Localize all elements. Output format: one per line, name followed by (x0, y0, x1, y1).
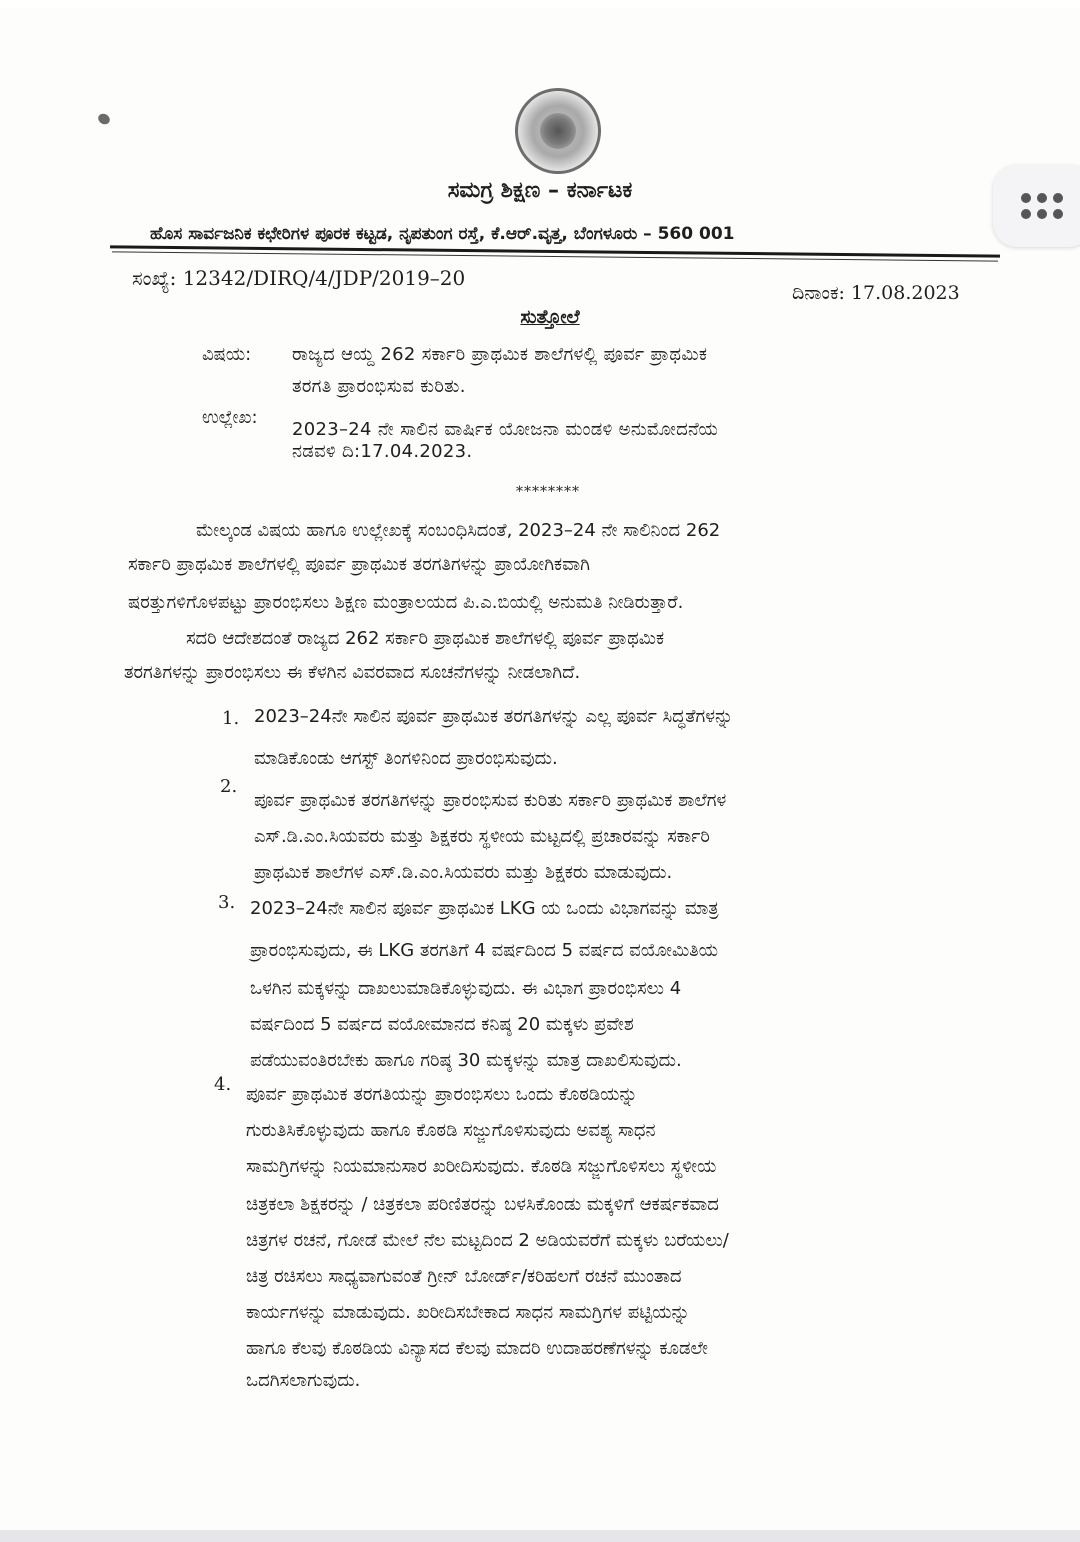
list-item-line: 2023–24ನೇ ಸಾಲಿನ ಪೂರ್ವ ಪ್ರಾಥಮಿಕ LKG ಯ ಒಂದು ವಿಭಾಗವನ್ನು ಮಾತ್ರ (250, 898, 719, 919)
list-item-line: ಗುರುತಿಸಿಕೊಳ್ಳುವುದು ಹಾಗೂ ಕೊಠಡಿ ಸಜ್ಜುಗೊಳಿಸುವುದು ಅವಶ್ಯ ಸಾಧನ (246, 1120, 656, 1141)
section-separator: ******** (516, 484, 580, 500)
list-item-line: ಒದಗಿಸಲಾಗುವುದು. (246, 1370, 361, 1391)
list-item-line: ಹಾಗೂ ಕೆಲವು ಕೊಠಡಿಯ ವಿನ್ಯಾಸದ ಕೆಲವು ಮಾದರಿ ಉದಾಹರಣೆಗಳನ್ನು ಕೂಡಲೇ (246, 1338, 708, 1359)
body-para-1-line-3: ಷರತ್ತುಗಳಿಗೊಳಪಟ್ಟು ಪ್ರಾರಂಭಿಸಲು ಶಿಕ್ಷಣ ಮಂತ್ರಾಲಯದ ಪಿ.ಎ.ಬಿಯಲ್ಲಿ ಅನುಮತಿ ನೀಡಿರುತ್ತಾರೆ. (128, 592, 684, 613)
body-para-1-line-1: ಮೇಲ್ಕಂಡ ವಿಷಯ ಹಾಗೂ ಉಲ್ಲೇಖಕ್ಕೆ ಸಂಬಂಧಿಸಿದಂತೆ, 2023–24 ನೇ ಸಾಲಿನಿಂದ 262 (196, 520, 721, 541)
government-emblem-seal (515, 88, 601, 174)
list-item-line: ಕಾರ್ಯಗಳನ್ನು ಮಾಡುವುದು. ಖರೀದಿಸಬೇಕಾದ ಸಾಧನ ಸಾಮಗ್ರಿಗಳ ಪಟ್ಟಿಯನ್ನು (246, 1302, 690, 1323)
list-item-line: ಚಿತ್ರಕಲಾ ಶಿಕ್ಷಕರನ್ನು / ಚಿತ್ರಕಲಾ ಪರಿಣಿತರನ್ನು ಬಳಸಿಕೊಂಡು ಮಕ್ಕಳಿಗೆ ಆಕರ್ಷಕವಾದ (246, 1194, 719, 1215)
org-title: ಸಮಗ್ರ ಶಿಕ್ಷಣ – ಕರ್ನಾಟಕ (447, 178, 633, 203)
reference-number: ಸಂಖ್ಯೆ: 12342/DIRQ/4/JDP/2019–20 (132, 266, 466, 290)
list-item-line: ಚಿತ್ರ ರಚಿಸಲು ಸಾಧ್ಯವಾಗುವಂತೆ ಗ್ರೀನ್ ಬೋರ್ಡ್/ಕರಿಹಲಗೆ ರಚನೆ ಮುಂತಾದ (246, 1266, 682, 1287)
more-options-button[interactable] (993, 165, 1080, 247)
reference-label: ಉಲ್ಲೇಖ: (202, 407, 258, 428)
body-para-2-line-2: ತರಗತಿಗಳನ್ನು ಪ್ರಾರಂಭಿಸಲು ಈ ಕೆಳಗಿನ ವಿವರವಾದ ಸೂಚನೆಗಳನ್ನು ನೀಡಲಾಗಿದೆ. (124, 662, 581, 683)
viewer-top-bar (0, 0, 1080, 8)
subject-line-1: ರಾಜ್ಯದ ಆಯ್ದ 262 ಸರ್ಕಾರಿ ಪ್ರಾಥಮಿಕ ಶಾಲೆಗಳಲ್ಲಿ ಪೂರ್ವ ಪ್ರಾಥಮಿಕ (292, 344, 708, 365)
list-item-line: ಪ್ರಾರಂಭಿಸುವುದು, ಈ LKG ತರಗತಿಗೆ 4 ವರ್ಷದಿಂದ 5 ವರ್ಷದ ವಯೋಮಿತಿಯ (250, 940, 718, 961)
document-date: ದಿನಾಂಕ: 17.08.2023 (792, 282, 960, 304)
list-item-number: 3. (218, 892, 236, 913)
list-item-line: ಸಾಮಗ್ರಿಗಳನ್ನು ನಿಯಮಾನುಸಾರ ಖರೀದಿಸುವುದು. ಕೊಠಡಿ ಸಜ್ಜುಗೊಳಿಸಲು ಸ್ಥಳೀಯ (246, 1156, 717, 1177)
office-address: ಹೊಸ ಸಾರ್ವಜನಿಕ ಕಛೇರಿಗಳ ಪೂರಕ ಕಟ್ಟಡ, ನೃಪತುಂಗ ರಸ್ತೆ, ಕೆ.ಆರ್.ವೃತ್ತ, ಬೆಂಗಳೂರು – 560 001 (150, 224, 735, 244)
list-item-line: ಪ್ರಾಥಮಿಕ ಶಾಲೆಗಳ ಎಸ್.ಡಿ.ಎಂ.ಸಿಯವರು ಮತ್ತು ಶಿಕ್ಷಕರು ಮಾಡುವುದು. (254, 862, 673, 883)
reference-line-2: ನಡವಳಿ ದಿ:17.04.2023. (292, 441, 473, 462)
list-item-line: 2023–24ನೇ ಸಾಲಿನ ಪೂರ್ವ ಪ್ರಾಥಮಿಕ ತರಗತಿಗಳನ್ನು ಎಲ್ಲ ಪೂರ್ವ ಸಿದ್ಧತೆಗಳನ್ನು (254, 706, 734, 727)
list-item-number: 2. (220, 776, 238, 797)
list-item-line: ಪಡೆಯುವಂತಿರಬೇಕು ಹಾಗೂ ಗರಿಷ್ಠ 30 ಮಕ್ಕಳನ್ನು ಮಾತ್ರ ದಾಖಲಿಸುವುದು. (250, 1050, 682, 1071)
list-item-line: ವರ್ಷದಿಂದ 5 ವರ್ಷದ ವಯೋಮಾನದ ಕನಿಷ್ಠ 20 ಮಕ್ಕಳು ಪ್ರವೇಶ (250, 1014, 634, 1035)
document-type-title: ಸುತ್ತೋಲೆ (520, 306, 580, 328)
list-item-line: ಪೂರ್ವ ಪ್ರಾಥಮಿಕ ತರಗತಿಯನ್ನು ಪ್ರಾರಂಭಿಸಲು ಒಂದು ಕೊಠಡಿಯನ್ನು (246, 1084, 638, 1105)
body-para-1-line-2: ಸರ್ಕಾರಿ ಪ್ರಾಥಮಿಕ ಶಾಲೆಗಳಲ್ಲಿ ಪೂರ್ವ ಪ್ರಾಥಮಿಕ ತರಗತಿಗಳನ್ನು ಪ್ರಾಯೋಗಿಕವಾಗಿ (128, 554, 590, 575)
list-item-line: ಒಳಗಿನ ಮಕ್ಕಳನ್ನು ದಾಖಲುಮಾಡಿಕೊಳ್ಳುವುದು. ಈ ವಿಭಾಗ ಪ್ರಾರಂಭಿಸಲು 4 (250, 978, 682, 999)
reference-line-1: 2023–24 ನೇ ಸಾಲಿನ ವಾರ್ಷಿಕ ಯೋಜನಾ ಮಂಡಳಿ ಅನುಮೋದನೆಯ (292, 419, 719, 440)
subject-label: ವಿಷಯ: (202, 344, 252, 365)
more-options-icon (1021, 193, 1063, 219)
list-item-line: ಮಾಡಿಕೊಂಡು ಆಗಸ್ಟ್ ತಿಂಗಳಿನಿಂದ ಪ್ರಾರಂಭಿಸುವುದು. (254, 748, 558, 769)
viewer-bottom-bar (0, 1530, 1080, 1542)
list-item-number: 4. (214, 1074, 232, 1095)
list-item-line: ಚಿತ್ರಗಳ ರಚನೆ, ಗೋಡೆ ಮೇಲೆ ನೆಲ ಮಟ್ಟದಿಂದ 2 ಅಡಿಯವರೆಗೆ ಮಕ್ಕಳು ಬರೆಯಲು/ (246, 1230, 729, 1251)
list-item-number: 1. (222, 708, 240, 729)
body-para-2-line-1: ಸದರಿ ಆದೇಶದಂತೆ ರಾಜ್ಯದ 262 ಸರ್ಕಾರಿ ಪ್ರಾಥಮಿಕ ಶಾಲೆಗಳಲ್ಲಿ ಪೂರ್ವ ಪ್ರಾಥಮಿಕ (186, 628, 665, 649)
list-item-line: ಎಸ್.ಡಿ.ಎಂ.ಸಿಯವರು ಮತ್ತು ಶಿಕ್ಷಕರು ಸ್ಥಳೀಯ ಮಟ್ಟದಲ್ಲಿ ಪ್ರಚಾರವನ್ನು ಸರ್ಕಾರಿ (254, 826, 710, 847)
list-item-line: ಪೂರ್ವ ಪ್ರಾಥಮಿಕ ತರಗತಿಗಳನ್ನು ಪ್ರಾರಂಭಿಸುವ ಕುರಿತು ಸರ್ಕಾರಿ ಪ್ರಾಥಮಿಕ ಶಾಲೆಗಳ (254, 790, 727, 811)
subject-line-2: ತರಗತಿ ಪ್ರಾರಂಭಿಸುವ ಕುರಿತು. (292, 376, 466, 397)
